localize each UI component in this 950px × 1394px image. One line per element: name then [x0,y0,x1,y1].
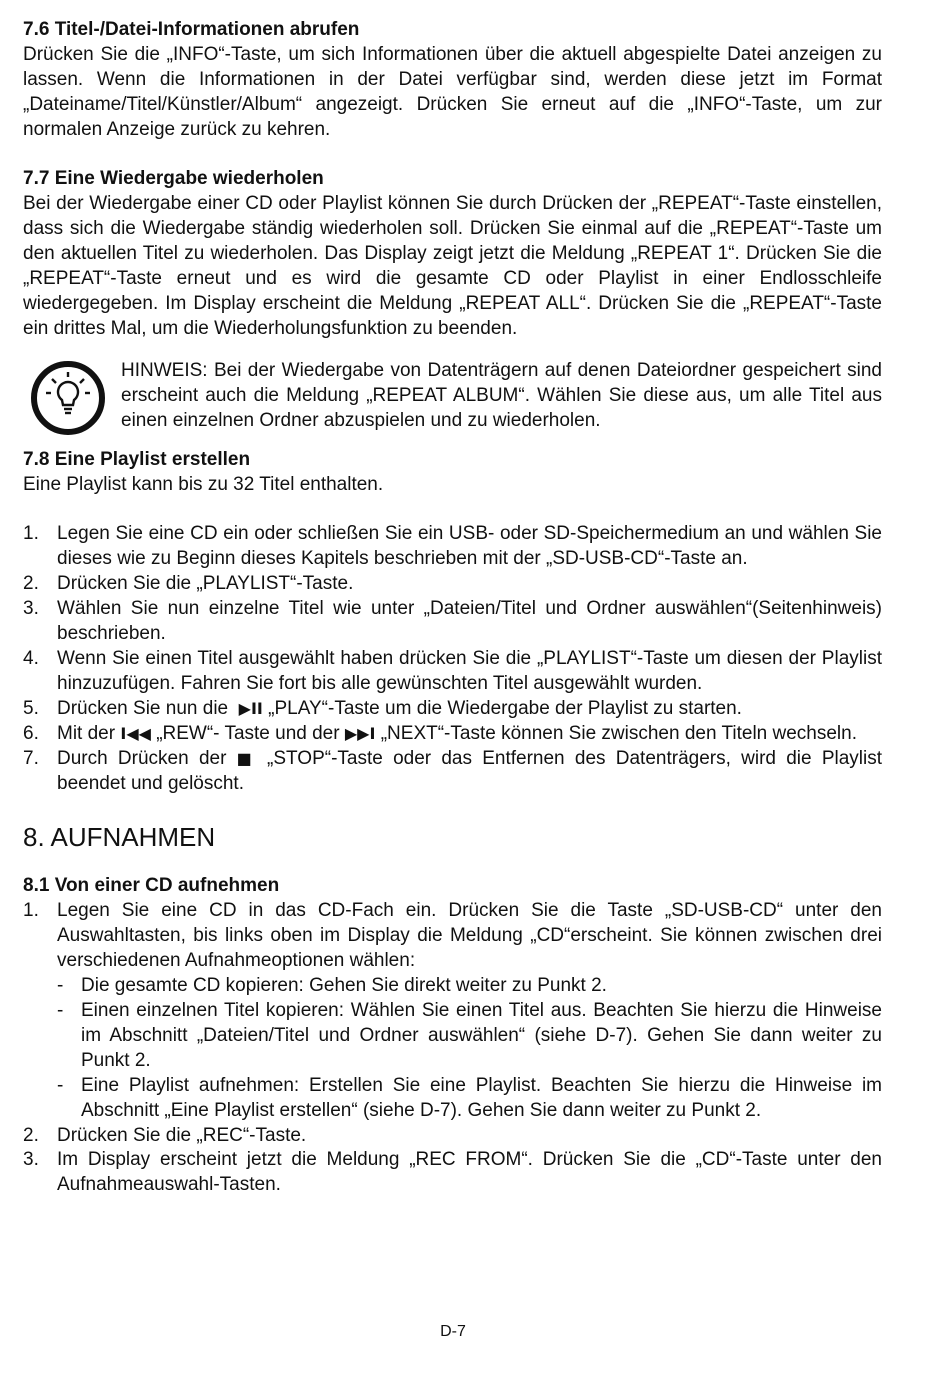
chapter-heading: 8. AUFNAHMEN [23,822,216,853]
list-item: 2. Drücken Sie die „PLAYLIST“-Taste. [23,573,354,595]
recording-steps [23,899,882,1198]
section-8 [23,822,882,1198]
list-item: 1. Legen Sie eine CD in das CD-Fach ein. Drücken Sie die Taste „SD-USB-CD“ unter den Auswahltasten, bis links oben im Display die Meldung „CD“erscheint. Sie können zwischen drei verschiedenen Aufnahmeoptionen wählen: - Die gesamte CD kopieren: Gehen Sie direkt weiter zu Punkt 2. - Einen einzelnen Titel kopieren: Wählen Sie einen Titel aus. Beachten Sie hierzu die Hinweise im Abschnitt „Dateien/Titel und Ordner auswählen“ (siehe D-7). Gehen Sie dann weiter zu Punkt 2. - Eine Playlist aufnehmen: Erstellen Sie eine Playlist. Beachten Sie hierzu die Hinweise im Abschnitt „Eine Playlist erstellen“ (siehe D-7). Gehen Sie dann weiter zu Punkt 2. [23,899,882,1123]
list-item: - Einen einzelnen Titel kopieren: Wählen Sie einen Titel aus. Beachten Sie hierzu die Hinweise im Abschnitt „Dateien/Titel und Ordner auswählen“ (siehe D-7). Gehen Sie dann weiter zu Punkt 2. [57,999,882,1071]
section-heading: 8.1 Von einer CD aufnehmen [23,875,280,897]
play-pause-icon: ▶II [238,698,263,718]
next-icon: ▶▶I [344,723,376,743]
list-item: 1. Legen Sie eine CD ein oder schließen Sie ein USB- oder SD-Speichermedium an und wählen Sie dieses wie zu Beginn dieses Kapitels beschrieben mit der „SD-USB-CD“-Taste an. [23,523,882,570]
list-item: - Eine Playlist aufnehmen: Erstellen Sie eine Playlist. Beachten Sie hierzu die Hinweise im Abschnitt „Eine Playlist erstellen“ (siehe D-7). Gehen Sie dann weiter zu Punkt 2. [57,1074,882,1121]
section-7-8 [23,448,882,797]
recording-options [57,974,882,1123]
page-number: D-7 [440,1323,466,1340]
section-heading: 7.8 Eine Playlist erstellen [23,448,251,470]
list-item: 6. Mit der I◀◀ „REW“- Taste und der ▶▶I „NEXT“-Taste können Sie zwischen den Titeln wechseln. [23,722,857,744]
stop-icon: ■ [236,748,257,768]
lightbulb-icon [29,359,107,437]
list-item: 3. Im Display erscheint jetzt die Meldung „REC FROM“. Drücken Sie die „CD“-Taste unter den Aufnahmeauswahl-Tasten. [23,1149,882,1196]
list-item: 5. Drücken Sie nun die ▶II „PLAY“-Taste um die Wiedergabe der Playlist zu starten. [23,697,742,719]
list-item: 4. Wenn Sie einen Titel ausgewählt haben drücken Sie die „PLAYLIST“-Taste um diesen der Playlist hinzuzufügen. Fahren Sie fort bis alle gewünschten Titel ausgewählt wurden. [23,648,882,694]
rewind-icon: I◀◀ [120,723,151,743]
section-heading: 7.7 Eine Wiedergabe wiederholen [23,168,324,190]
note-box [23,359,882,437]
list-item: 7. Durch Drücken der ■ „STOP“-Taste oder das Entfernen des Datenträgers, wird die Playlist beendet und gelöscht. [23,747,883,794]
section-body: Drücken Sie die „INFO“-Taste, um sich Informationen über die aktuell abgespielte Datei anzeigen zu lassen. Wenn die Informationen in der Datei verfügbar sind, werden diese jetzt im Format „Dateiname/Titel/Künstler/Album“ angezeigt. Drücken Sie erneut auf die „INFO“-Taste, um zur normalen Anzeige zurück zu kehren. [23,43,882,140]
section-intro: Eine Playlist kann bis zu 32 Titel enthalten. [23,473,384,495]
list-item: 3. Wählen Sie nun einzelne Titel wie unter „Dateien/Titel und Ordner auswählen“(Seitenhinweis) beschrieben. [23,598,882,645]
note-text: HINWEIS: Bei der Wiedergabe von Datenträgern auf denen Dateiordner gespeichert sind erscheint auch die Meldung „REPEAT ALBUM“. Wählen Sie diese aus, um alle Titel aus einen einzelnen Ordner abzuspielen und zu wiederholen. [121,359,882,431]
playlist-steps [23,522,882,796]
list-item: 2. Drücken Sie die „REC“-Taste. [23,1124,307,1146]
section-body: Bei der Wiedergabe einer CD oder Playlist können Sie durch Drücken der „REPEAT“-Taste einstellen, dass sich die Wiedergabe ständig wiederholen soll. Drücken Sie einmal auf die „REPEAT“-Taste um den aktuellen Titel zu wiederholen. Das Display zeigt jetzt die Meldung „REPEAT 1“. Drücken Sie die „REPEAT“-Taste erneut und es wird die gesamte CD oder Playlist in einer Endlosschleife wiedergegeben. Im Display erscheint die Meldung „REPEAT ALL“. Drücken Sie die „REPEAT“-Taste ein drittes Mal, um die Wiederholungsfunktion zu beenden. [23,193,882,339]
list-item: - Die gesamte CD kopieren: Gehen Sie direkt weiter zu Punkt 2. [57,975,607,997]
section-7-7 [23,167,882,436]
section-heading: 7.6 Titel-/Datei-Informationen abrufen [23,19,360,40]
section-7-6 [23,18,882,143]
manual-page [23,18,882,1198]
